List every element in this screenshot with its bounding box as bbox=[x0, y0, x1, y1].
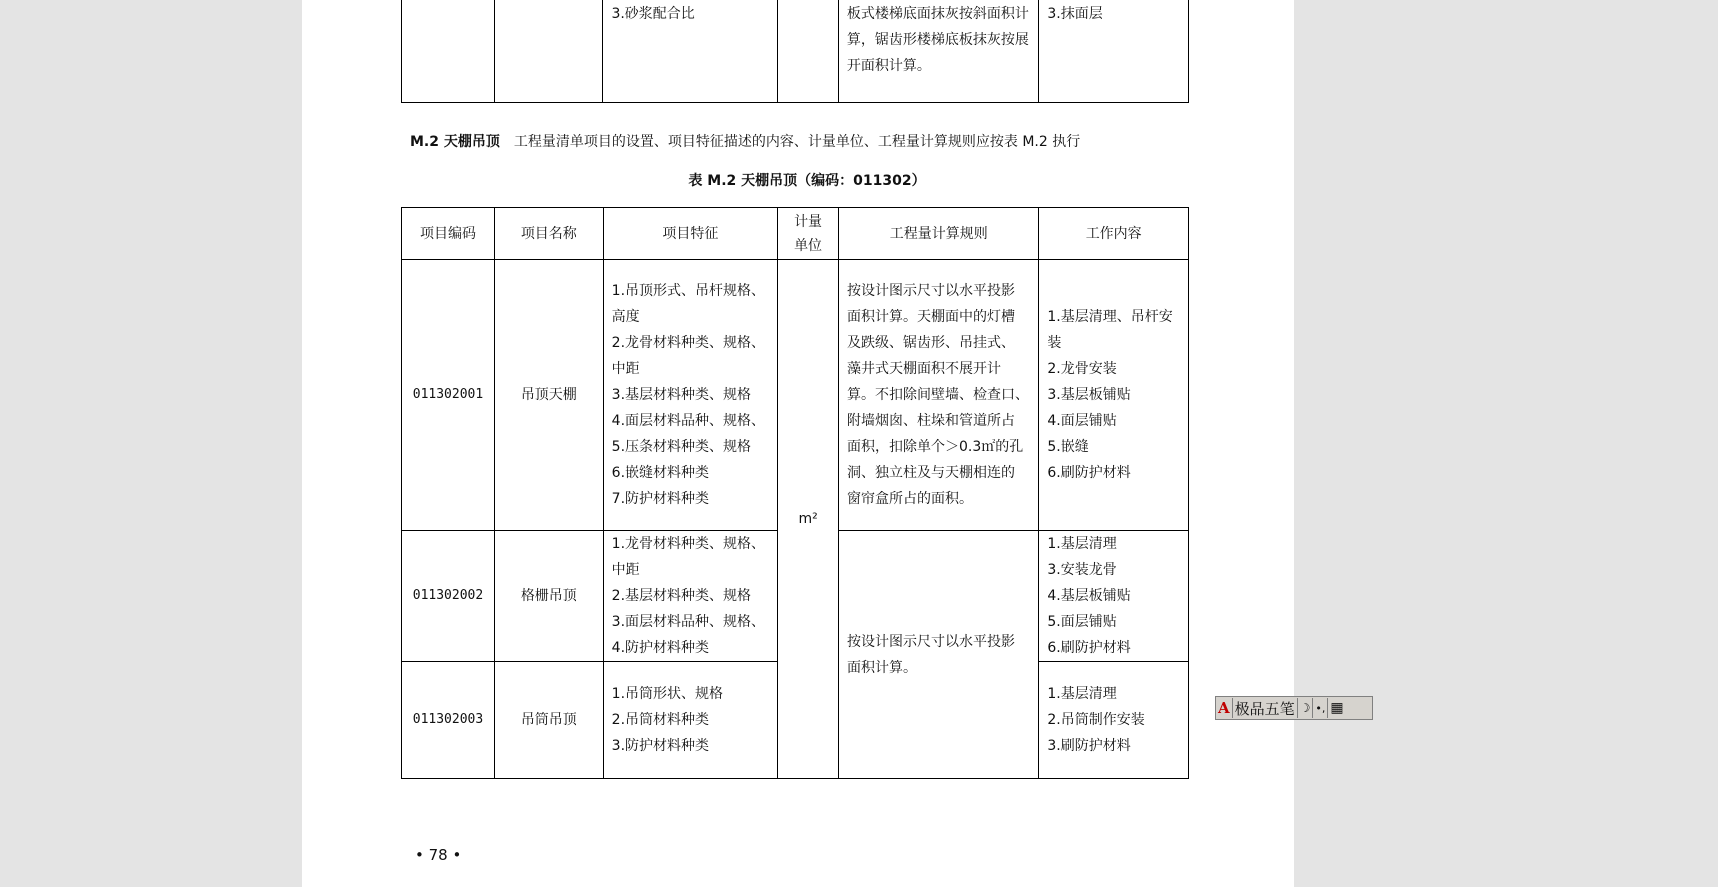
feature-line: 高度 bbox=[611, 309, 640, 325]
rule-line: 面积计算。天棚面中的灯槽 bbox=[847, 309, 1016, 325]
page-number: • 78 • bbox=[415, 846, 462, 864]
row-features bbox=[603, 531, 777, 662]
header-work: 工作内容 bbox=[1039, 208, 1189, 260]
work-line: 2.龙骨安装 bbox=[1047, 361, 1117, 377]
row-name: 吊顶天棚 bbox=[494, 260, 603, 531]
ime-toolbar[interactable] bbox=[1215, 696, 1373, 720]
keyboard-icon[interactable]: ▦ bbox=[1330, 700, 1344, 716]
feature-line: 6.嵌缝材料种类 bbox=[611, 465, 710, 481]
feature-line: 3.防护材料种类 bbox=[611, 738, 710, 754]
fragment-cell-unit bbox=[777, 0, 838, 103]
moon-icon[interactable]: ☽ bbox=[1298, 698, 1314, 718]
feature-line: 5.压条材料种类、规格 bbox=[611, 439, 752, 455]
rule-line: 附墙烟囱、柱垛和管道所占 bbox=[847, 413, 1016, 429]
fragment-feature-line: 3.砂浆配合比 bbox=[611, 6, 695, 22]
fragment-rule-line: 板式楼梯底面抹灰按斜面积计 bbox=[846, 6, 1029, 22]
work-line: 3.基层板铺贴 bbox=[1047, 387, 1131, 403]
unit-cell: m² bbox=[778, 260, 839, 779]
section-heading bbox=[410, 131, 1080, 153]
row-work bbox=[1039, 260, 1189, 531]
fragment-cell-code bbox=[402, 0, 495, 103]
table-header-row bbox=[402, 208, 1189, 260]
row-name: 吊筒吊顶 bbox=[494, 662, 603, 779]
section-text: 工程量清单项目的设置、项目特征描述的内容、计量单位、工程量计算规则应按表 M.2 执行 bbox=[513, 134, 1081, 150]
header-rule: 工程量计算规则 bbox=[839, 208, 1039, 260]
row-name: 格栅吊顶 bbox=[494, 531, 603, 662]
work-line: 3.刷防护材料 bbox=[1047, 738, 1131, 754]
feature-line: 4.面层材料品种、规格、 bbox=[611, 413, 766, 429]
header-code: 项目编码 bbox=[402, 208, 495, 260]
header-features: 项目特征 bbox=[603, 208, 777, 260]
work-line: 5.面层铺贴 bbox=[1047, 614, 1117, 630]
ime-logo-icon[interactable]: A bbox=[1216, 698, 1233, 718]
punctuation-icon[interactable]: •, bbox=[1313, 698, 1328, 718]
shared-rule bbox=[839, 531, 1039, 779]
fragment-cell-work bbox=[1039, 0, 1189, 103]
work-line: 3.安装龙骨 bbox=[1047, 562, 1117, 578]
row-code: 011302001 bbox=[402, 260, 495, 531]
rule-line: 算。不扣除间壁墙、检查口、 bbox=[847, 387, 1030, 403]
rule-line: 洞、独立柱及与天棚相连的 bbox=[847, 465, 1016, 481]
rule-line: 按设计图示尺寸以水平投影 bbox=[847, 633, 1016, 650]
work-line: 6.刷防护材料 bbox=[1047, 465, 1131, 481]
rule-line: 窗帘盒所占的面积。 bbox=[847, 491, 974, 507]
fragment-cell-features bbox=[603, 0, 778, 103]
header-unit-line2: 单位 bbox=[794, 237, 823, 254]
feature-line: 中距 bbox=[611, 361, 640, 377]
row-rule bbox=[839, 260, 1039, 531]
rule-line: 及跌级、锯齿形、吊挂式、 bbox=[847, 335, 1016, 351]
previous-table-fragment bbox=[401, 0, 1189, 103]
header-unit-line1: 计量 bbox=[794, 213, 823, 230]
row-features bbox=[603, 662, 777, 779]
feature-line: 1.龙骨材料种类、规格、 bbox=[611, 536, 766, 552]
table-row bbox=[402, 260, 1189, 531]
fragment-cell-rule bbox=[838, 0, 1039, 103]
feature-line: 3.面层材料品种、规格、 bbox=[611, 614, 766, 630]
work-line: 4.基层板铺贴 bbox=[1047, 588, 1131, 604]
feature-line: 2.吊筒材料种类 bbox=[611, 712, 710, 728]
header-name: 项目名称 bbox=[494, 208, 603, 260]
fragment-rule-line: 开面积计算。 bbox=[846, 58, 931, 74]
section-title: M.2 天棚吊顶 bbox=[410, 134, 500, 150]
table-caption-text: 表 M.2 天棚吊顶（编码：011302） bbox=[688, 173, 926, 189]
rule-line: 按设计图示尺寸以水平投影 bbox=[847, 283, 1016, 299]
feature-line: 2.龙骨材料种类、规格、 bbox=[611, 335, 766, 351]
row-features bbox=[603, 260, 777, 531]
work-line: 1.基层清理 bbox=[1047, 686, 1117, 702]
feature-line: 1.吊筒形状、规格 bbox=[611, 686, 724, 702]
work-line: 4.面层铺贴 bbox=[1047, 413, 1117, 429]
feature-line: 4.防护材料种类 bbox=[611, 640, 710, 656]
rule-line: 面积，扣除单个＞0.3㎡的孔 bbox=[847, 439, 1024, 455]
row-work bbox=[1039, 531, 1189, 662]
fragment-rule-line: 算，锯齿形楼梯底板抹灰按展 bbox=[846, 32, 1029, 48]
work-line: 5.嵌缝 bbox=[1047, 439, 1089, 455]
feature-line: 2.基层材料种类、规格 bbox=[611, 588, 752, 604]
work-line: 1.基层清理 bbox=[1047, 536, 1117, 552]
work-line: 6.刷防护材料 bbox=[1047, 640, 1131, 656]
work-line: 2.吊筒制作安装 bbox=[1047, 712, 1145, 728]
table-caption bbox=[0, 170, 1718, 190]
ceiling-table bbox=[401, 207, 1189, 779]
feature-line: 1.吊顶形式、吊杆规格、 bbox=[611, 283, 766, 299]
ime-name-button[interactable]: 极品五笔 bbox=[1233, 698, 1298, 718]
work-line: 1.基层清理、吊杆安 bbox=[1047, 309, 1173, 325]
rule-line: 藻井式天棚面积不展开计 bbox=[847, 361, 1002, 377]
row-code: 011302002 bbox=[402, 531, 495, 662]
work-line: 装 bbox=[1047, 335, 1062, 351]
feature-line: 3.基层材料种类、规格 bbox=[611, 387, 752, 403]
header-unit bbox=[778, 208, 839, 260]
feature-line: 中距 bbox=[611, 562, 640, 578]
feature-line: 7.防护材料种类 bbox=[611, 491, 710, 507]
rule-line: 面积计算。 bbox=[847, 659, 918, 676]
row-work bbox=[1039, 662, 1189, 779]
row-code: 011302003 bbox=[402, 662, 495, 779]
fragment-cell-name bbox=[494, 0, 603, 103]
fragment-work-line: 3.抹面层 bbox=[1047, 6, 1103, 22]
